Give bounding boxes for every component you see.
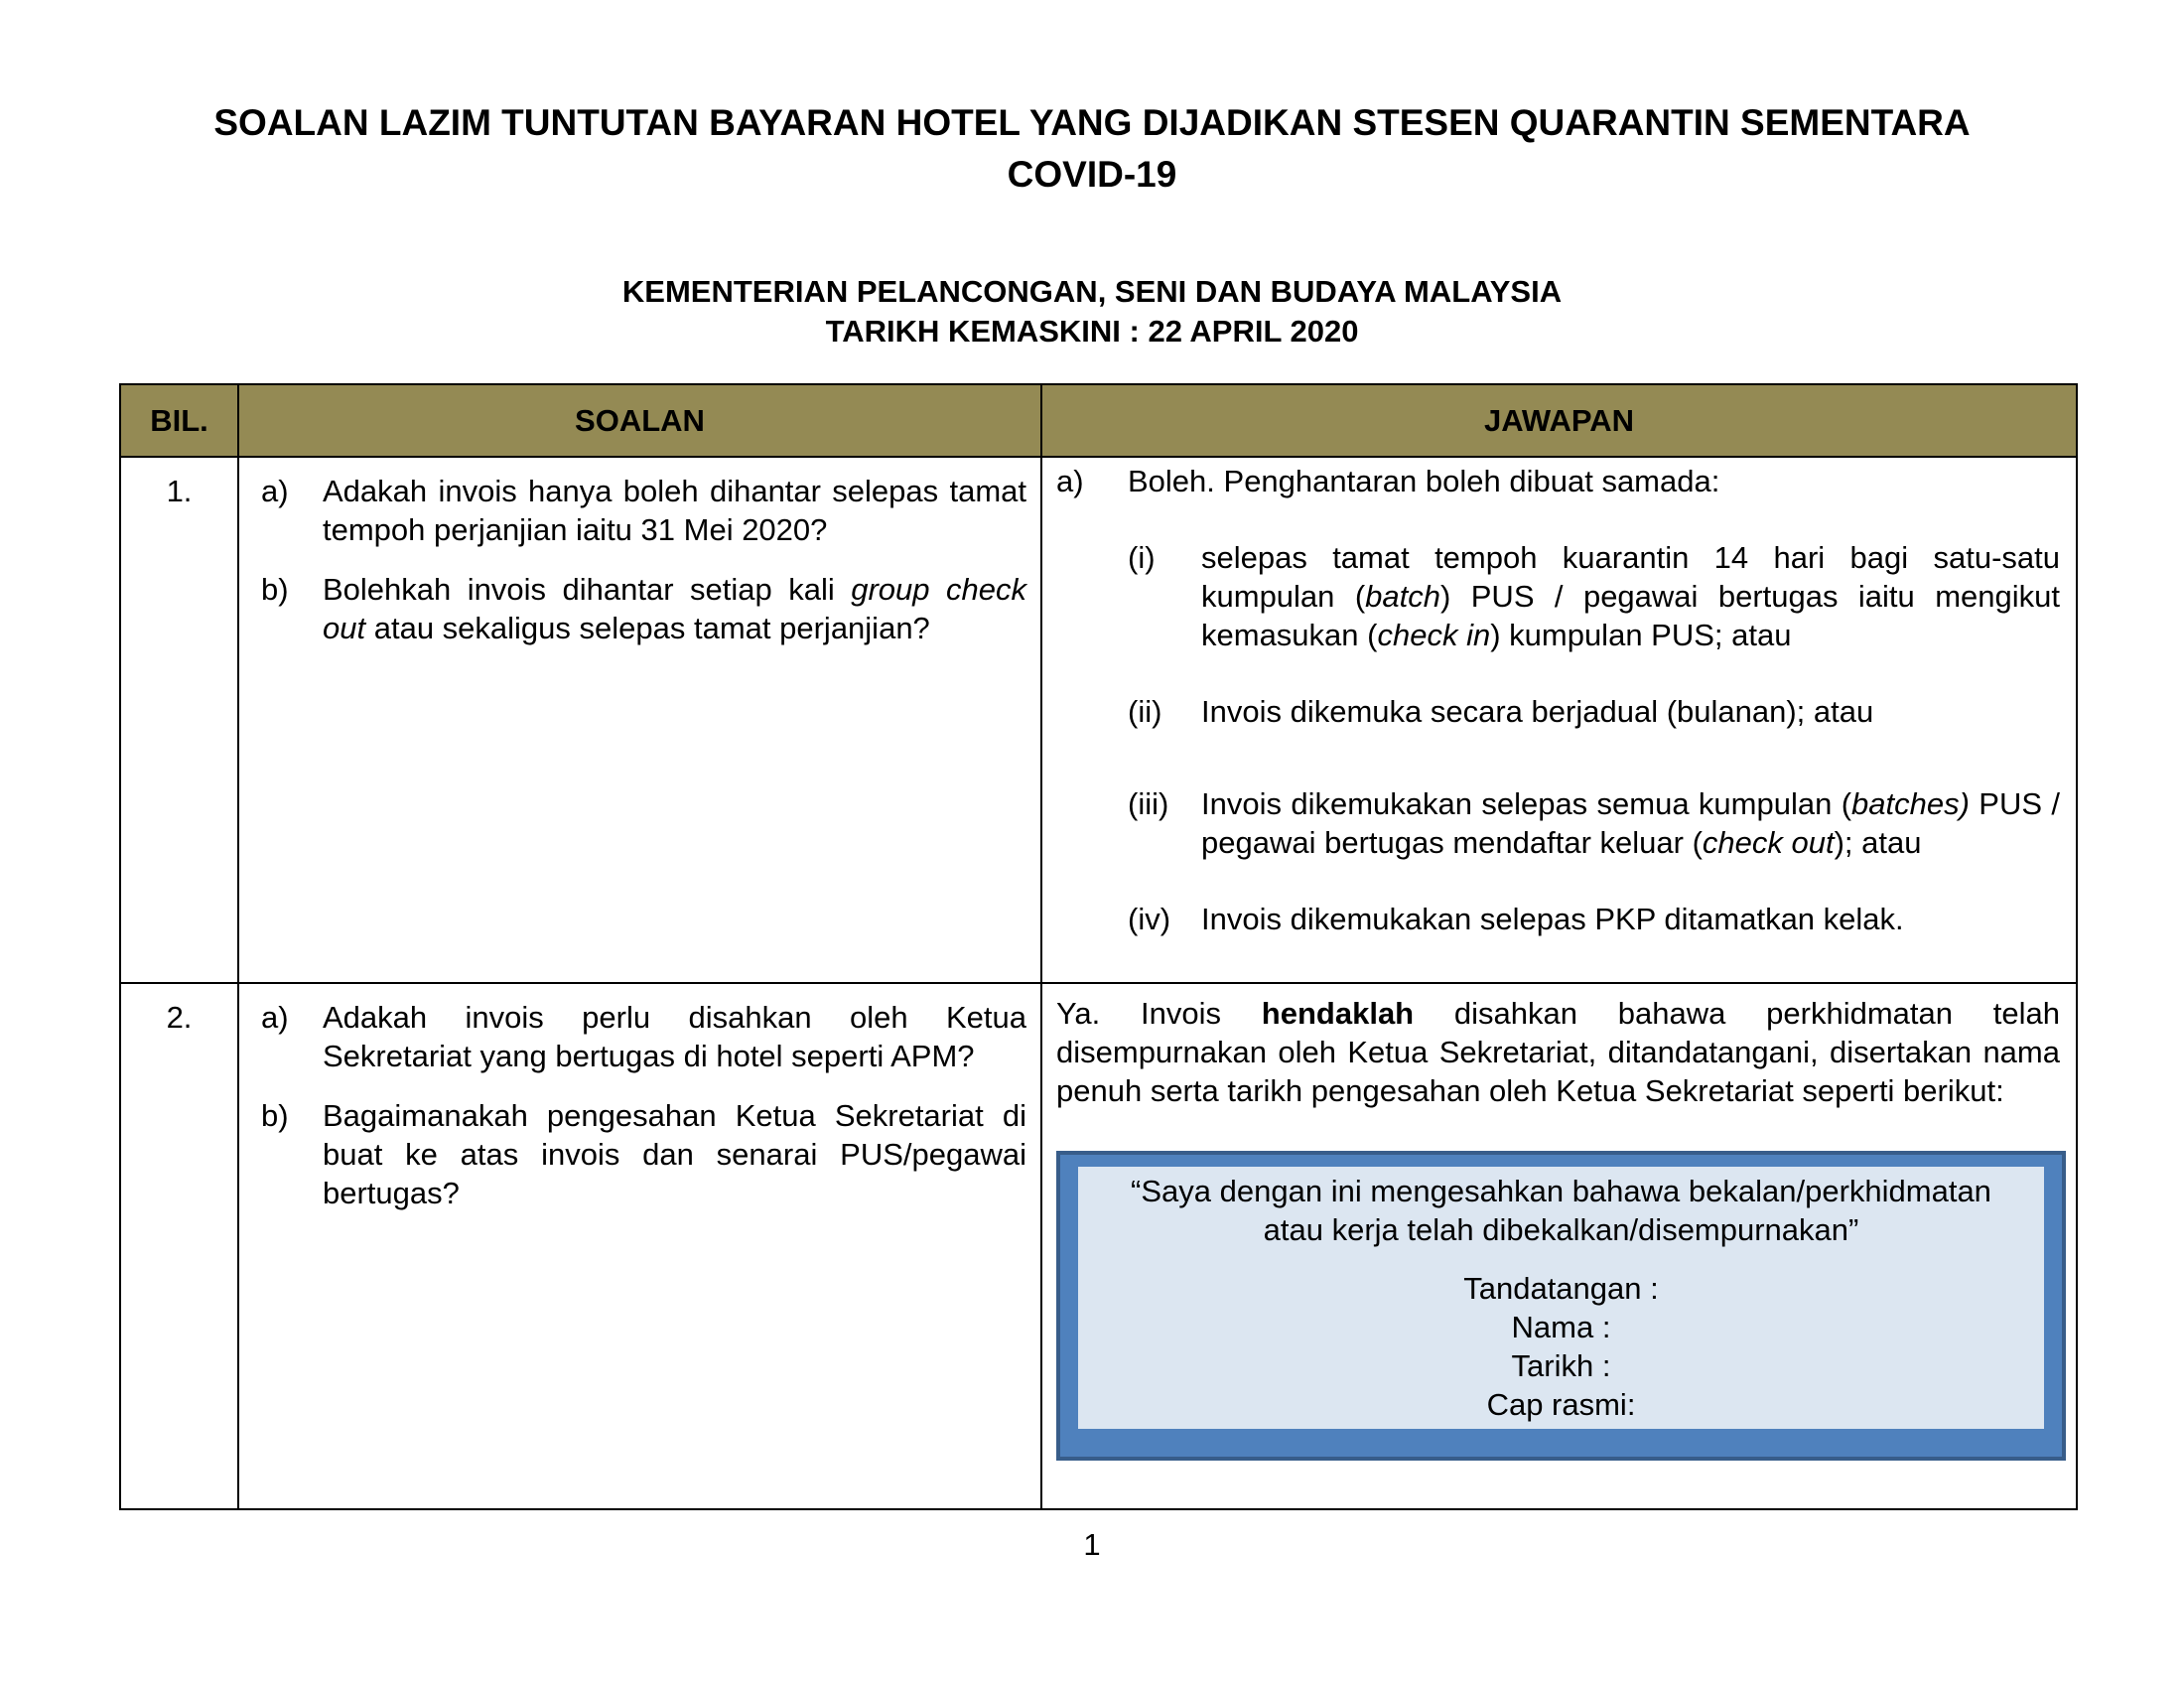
answer-cell [1041, 457, 2077, 983]
question-label: b) [261, 1098, 289, 1133]
subitem-text [1201, 538, 2060, 654]
verification-box [1056, 1151, 2066, 1461]
stamp-field: Cap rasmi: [1486, 1387, 1636, 1422]
subitem-text: Invois dikemukakan selepas PKP ditamatkan kelak. [1201, 902, 1904, 936]
answer-subitem [1128, 692, 2060, 731]
title-line-2: COVID-19 [1007, 154, 1177, 195]
question-text: Adakah invois hanya boleh dihantar selepas tamat tempoh perjanjian iaitu 31 Mei 2020? [323, 474, 1026, 547]
answer-subitem [1128, 538, 2060, 654]
answer-cell [1041, 983, 2077, 1509]
question-item [261, 1096, 1026, 1212]
answer-subitem [1128, 784, 2060, 862]
quote-line: atau kerja telah dibekalkan/disempurnakan” [1263, 1212, 1859, 1247]
question-label: b) [261, 572, 289, 607]
date-field: Tarikh : [1511, 1348, 1611, 1383]
row-number: 2. [120, 983, 238, 1509]
question-cell [238, 983, 1041, 1509]
text-part: atau sekaligus selepas tamat perjanjian? [365, 611, 930, 645]
italic-term: batches) [1851, 786, 1970, 821]
subitem-text: Invois dikemuka secara berjadual (bulanan); atau [1201, 694, 1874, 729]
subitem-text [1201, 784, 2060, 862]
text-part: Ya. Invois [1056, 996, 1262, 1031]
update-date: TARIKH KEMASKINI : 22 APRIL 2020 [825, 314, 1359, 349]
text-part: Bolehkah invois dihantar setiap kali [323, 572, 852, 607]
question-item [261, 570, 1026, 647]
bold-term: hendaklah [1261, 996, 1415, 1031]
text-part: ) kumpulan PUS; atau [1490, 618, 1792, 652]
italic-term: group check out [323, 572, 1026, 645]
document-subtitle [129, 272, 2055, 352]
subitem-label: (iv) [1128, 902, 1171, 936]
question-label: a) [261, 474, 289, 508]
question-text: Adakah invois perlu disahkan oleh Ketua Sekretariat yang bertugas di hotel seperti APM? [323, 1000, 1026, 1073]
header-jawapan: JAWAPAN [1041, 384, 2077, 457]
table-header-row [120, 384, 2077, 457]
text-part: selepas tamat tempoh kuarantin 14 hari bagi satu-satu kumpulan ( [1201, 540, 2060, 614]
answer-label: a) [1056, 464, 1084, 498]
text-part: Invois dikemukakan selepas semua kumpulan ( [1201, 786, 1852, 821]
quote-line: “Saya dengan ini mengesahkan bahawa bekalan/perkhidmatan [1131, 1174, 1991, 1208]
question-item [261, 998, 1026, 1075]
question-text: Bagaimanakah pengesahan Ketua Sekretariat di buat ke atas invois dan senarai PUS/pegawai bertugas? [323, 1098, 1026, 1210]
subitem-label: (ii) [1128, 694, 1162, 729]
text-part: PUS / pegawai bertugas mendaftar keluar ( [1201, 786, 2060, 860]
page-number: 1 [1083, 1527, 1101, 1562]
verification-quote [1078, 1172, 2044, 1249]
faq-table [119, 383, 2078, 1510]
answer-intro-text: Boleh. Penghantaran boleh dibuat samada: [1128, 464, 1720, 498]
text-part: ); atau [1834, 825, 1922, 860]
title-line-1: SOALAN LAZIM TUNTUTAN BAYARAN HOTEL YANG DIJADIKAN STESEN QUARANTIN SEMENTARA [213, 102, 1971, 143]
question-item [261, 472, 1026, 549]
answer-subitem [1128, 900, 2060, 938]
question-cell [238, 457, 1041, 983]
italic-term: check out [1702, 825, 1835, 860]
answer-intro [1056, 462, 2060, 500]
subitem-label: (i) [1128, 540, 1156, 575]
question-label: a) [261, 1000, 289, 1035]
table-row [120, 457, 2077, 983]
italic-term: batch [1365, 579, 1441, 614]
question-text [323, 570, 1026, 647]
header-bil: BIL. [120, 384, 238, 457]
ministry-name: KEMENTERIAN PELANCONGAN, SENI DAN BUDAYA MALAYSIA [621, 274, 1563, 309]
italic-term: check in [1377, 618, 1491, 652]
row-number: 1. [120, 457, 238, 983]
subitem-label: (iii) [1128, 786, 1169, 821]
verification-box-inner [1078, 1167, 2044, 1429]
document-title [129, 97, 2055, 201]
name-field: Nama : [1511, 1310, 1611, 1344]
table-row [120, 983, 2077, 1509]
text-part: ) PUS / pegawai bertugas iaitu mengikut kemasukan ( [1201, 579, 2060, 652]
answer-paragraph [1056, 994, 2060, 1110]
header-soalan: SOALAN [238, 384, 1041, 457]
signature-field: Tandatangan : [1463, 1271, 1659, 1306]
text-part: disahkan bahawa perkhidmatan telah disempurnakan oleh Ketua Sekretariat, ditandatangani, disertakan nama penuh serta tarikh pengesahan oleh Ketua Sekretariat seperti berikut: [1056, 996, 2061, 1108]
